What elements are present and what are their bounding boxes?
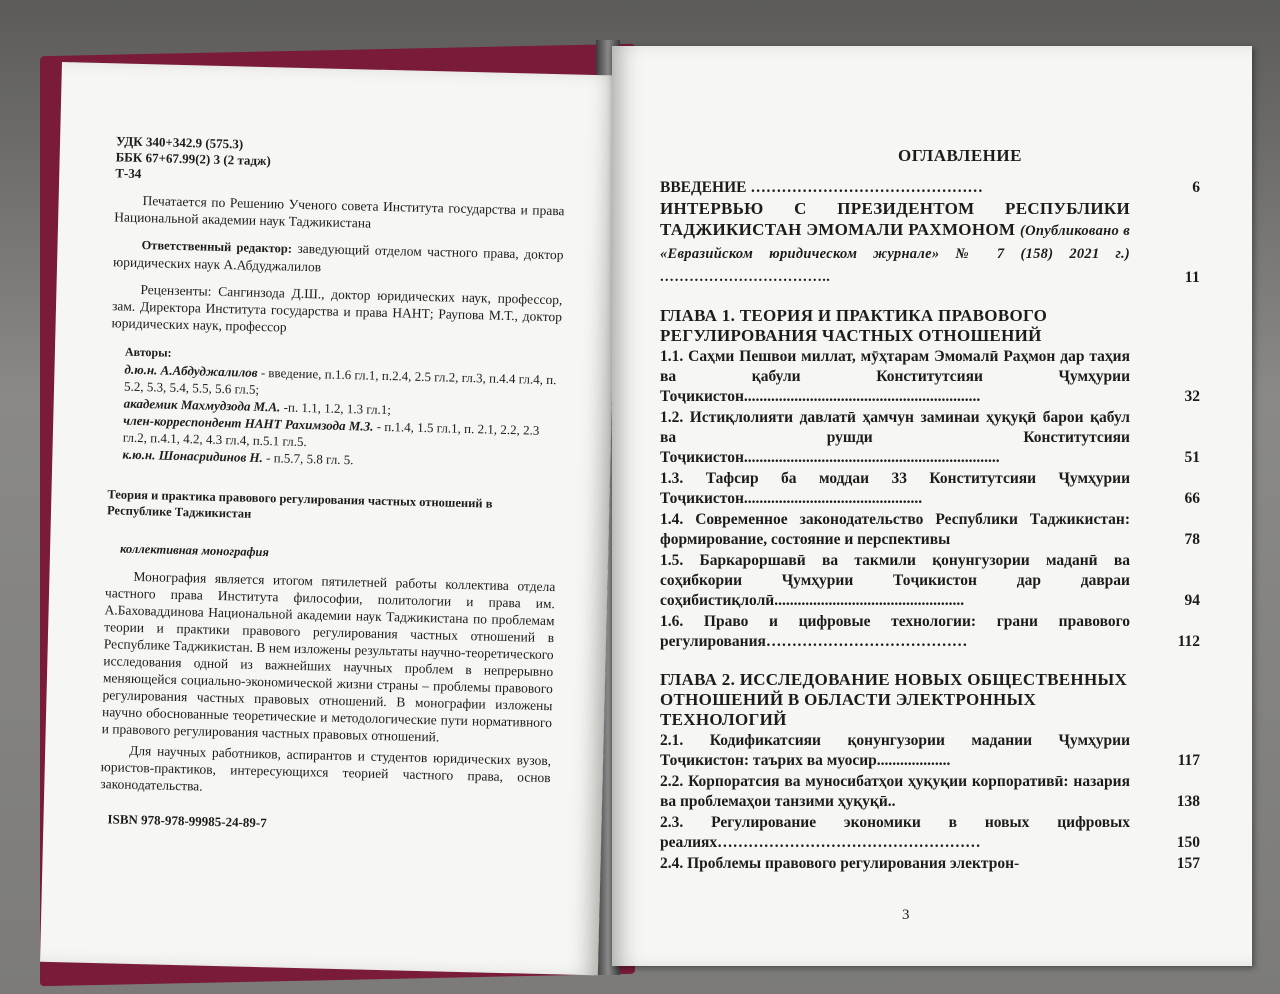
toc-page-number: 11 [1184,269,1200,286]
toc-entry-text: ВВЕДЕНИЕ ……………………………………… [660,179,983,196]
toc-entry [660,772,1200,812]
author-name: к.ю.н. Шонасридинов Н. [122,446,264,466]
toc-entry-text: 2.4. Проблемы правового регулирования электрон- [660,855,1020,872]
collective-label: коллективная монография [119,541,270,560]
toc-page-number: 66 [1184,490,1200,507]
toc-entry [660,854,1200,874]
bbk-code: ББК 67+67.99(2) 3 (2 тадж) [115,149,271,169]
toc-page-number: 150 [1176,834,1200,851]
toc-entry-text: ИНТЕРВЬЮ С ПРЕЗИДЕНТОМ РЕСПУБЛИКИ ТАДЖИКИСТАН ЭМОМАЛИ РАХМОНОМ [660,199,1130,239]
toc-entry-note: (Опубликовано в «Евразийском юридическом журнале» № 7 (158) 2021 г.) …………………………….. [660,223,1130,285]
author-name: д.ю.н. А.Абдуджалилов [124,361,258,380]
toc-entry-text: 1.1. Саҳми Пешвои миллат, мӯҳтарам Эмомалӣ Раҳмон дар таҳия ва қабули Конститутсияи Ҷумҳурии Тоҷикистон............................................................. [660,348,1130,405]
chapter-heading: ГЛАВА 2. ИССЛЕДОВАНИЕ НОВЫХ ОБЩЕСТВЕННЫХ ОТНОШЕНИЙ В ОБЛАСТИ ЭЛЕКТРОННЫХ ТЕХНОЛОГИЙ [660,670,1128,729]
open-book [40,30,1265,970]
toc-entry [660,408,1200,468]
author-code: Т-34 [115,165,142,181]
abstract: Монография является итогом пятилетней работы коллектива отдела частного права Института философии, политологии и права им. А.Баховаддинова Национальной академии наук Таджикистана по проблемам теории и практики правового регулирования частных отношений в Республике Таджикистан. В нем изложены результаты научно-теоретического исследования одной из важнейших научных проблем в непрерывно меняющейся социально-экономической жизни страны – проблемы правового регулирования частных правовых отношений. В монографии изложены научно обоснованные теоретические и методологические пути нормативного и правового регулирования частных правовых отношений. [101,568,556,745]
toc-entry [660,551,1200,611]
toc-entry [660,347,1200,407]
editor-line [113,235,564,281]
toc-page-number: 138 [1176,793,1200,810]
toc-entry [660,510,1200,550]
toc-page-number: 94 [1184,592,1200,609]
udk-code: УДК 340+342.9 (575.3) [115,133,244,152]
page-number: 3 [902,907,910,923]
toc-page-number: 6 [1192,179,1200,196]
toc-page-number: 157 [1176,855,1200,872]
toc-entry-text: 1.4. Современное законодательство Республики Таджикистан: формирование, состояние и перспективы [660,511,1130,548]
audience: Для научных работников, аспирантов и студентов юридических вузов, юристов-практиков, интересующихся теорией частного права, основ законодательства. [100,742,552,794]
toc-entry-text: 2.1. Кодификатсияи қонунгузории мадании Ҷумҳурии Тоҷикистон: таърих ва муосир................... [660,732,1130,769]
toc-title: ОГЛАВЛЕНИЕ [898,146,1022,165]
right-page [612,46,1252,966]
author-parts: - п.5.7, 5.8 гл. 5. [265,450,354,468]
toc-entry [660,813,1200,853]
reviewers: Рецензенты: Сангинзода Д.Ш., доктор юридических наук, профессор, зам. Директора Института государства и права НАНТ; Раупова М.Т., доктор юридических наук, профессор [111,281,563,335]
toc-entry [660,469,1200,509]
author-name: член-корреспондент НАНТ Рахимзода М.З. [123,412,374,434]
toc-page-number: 78 [1184,531,1200,548]
table-of-contents [660,146,1200,874]
toc-entry [660,731,1200,771]
toc-entry [660,612,1200,652]
toc-page-number: 32 [1184,388,1200,405]
isbn: ISBN 978-978-99985-24-89-7 [107,811,267,831]
toc-entry-text: 1.2. Истиқлолияти давлатӣ ҳамчун заминаи ҳуқуқӣ барои қабул ва рушди Конститутсияи Тоҷикистон.................................................................. [660,409,1130,466]
author-parts: -п. 1.1, 1.2, 1.3 гл.1; [283,399,392,418]
work-title: Теория и практика правового регулирования частных отношений в Республике Таджикистан [106,487,493,521]
toc-entry-text: 2.2. Корпоратсия ва муносибатҳои ҳуқуқии корпоративӣ: назария ва проблемаҳои танзими ҳуқуқӣ.. [660,773,1130,810]
author-name: академик Махмудзода М.А. [123,395,281,415]
toc-entry-interview [660,198,1200,288]
chapter-heading: ГЛАВА 1. ТЕОРИЯ И ПРАКТИКА ПРАВОВОГО РЕГУЛИРОВАНИЯ ЧАСТНЫХ ОТНОШЕНИЙ [660,306,1048,345]
left-page [40,62,620,975]
toc-entry-text: 1.3. Тафсир ба моддаи 33 Конститутсияи Ҷумҳурии Тоҷикистон.............................................. [660,470,1130,507]
imprint-block [99,133,566,838]
editor-text: заведующий отделом частного права, доктор юридических наук А.Абдуджалилов [112,240,564,275]
printed-by: Печатается по Решению Ученого совета Института государства и права Национальной академии наук Таджикистана [114,193,565,231]
toc-entry-text: 1.5. Баркароршавӣ ва такмили қонунгузории маданӣ ва соҳибкории Ҷумҳурии Тоҷикистон дар давраи соҳибистиқлолӣ................................................. [660,552,1130,609]
toc-page-number: 117 [1177,752,1200,769]
toc-entry-text: 1.6. Право и цифровые технологии: грани правового регулирования………………………………… [660,613,1130,650]
author-parts: - п.1.4, 1.5 гл.1, п. 2.1, 2.2, 2.3 гл.2, п.4.1, 4.2, 4.3 гл.4, п.5.1 гл.5. [122,418,540,450]
toc-page-number: 51 [1184,449,1200,466]
toc-page-number: 112 [1177,633,1200,650]
toc-entry-text: 2.3. Регулирование экономики в новых цифровых реалиях…………………………………………… [660,814,1130,851]
editor-label: Ответственный редактор: [141,238,293,256]
author-parts: - введение, п.1.6 гл.1, п.2.4, 2.5 гл.2, гл.3, п.4.4 гл.4, п. 5.2, 5.3, 5.4, 5.5, 5.6 гл.5; [123,364,557,397]
toc-entry-intro [660,178,1200,198]
authors-label: Авторы: [124,344,172,360]
